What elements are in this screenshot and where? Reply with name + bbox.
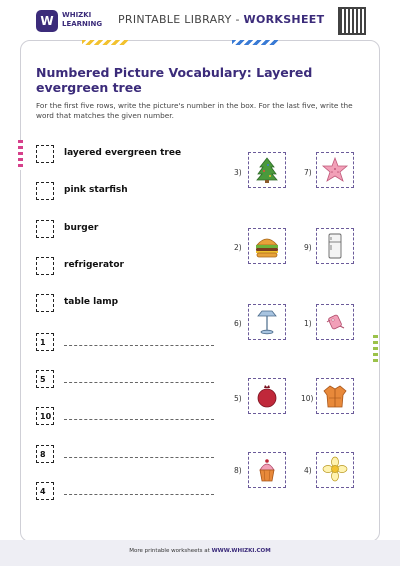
picture-label: 6) — [234, 319, 242, 328]
refrigerator-icon — [321, 232, 349, 260]
row-number: 10 — [40, 412, 52, 421]
decor-stripe — [232, 40, 278, 45]
brand-name — [62, 11, 102, 29]
burger-icon — [253, 232, 281, 260]
row-number: 1 — [40, 338, 46, 347]
evergreen-tree-icon — [253, 156, 281, 184]
word-row — [36, 182, 216, 202]
number-box — [36, 482, 54, 500]
picture-label: 7) — [304, 168, 312, 177]
word-label: layered evergreen tree — [64, 148, 182, 158]
library-title — [118, 13, 324, 26]
picture-label: 10) — [301, 394, 314, 403]
decor-side-stripe — [373, 335, 378, 365]
answer-line[interactable] — [64, 345, 214, 346]
answer-box[interactable] — [36, 294, 54, 312]
cupcake-icon — [253, 456, 281, 484]
picture-label: 9) — [304, 243, 312, 252]
answer-box[interactable] — [36, 182, 54, 200]
picture-frame — [248, 228, 286, 264]
picture-frame — [316, 378, 354, 414]
footer-text — [0, 548, 400, 554]
pink-robot-icon — [321, 308, 349, 336]
starfish-icon — [321, 156, 349, 184]
qr-code-icon — [338, 7, 366, 35]
word-row — [36, 294, 216, 314]
word-row — [36, 257, 216, 277]
daffodil-icon — [321, 456, 349, 484]
word-label: refrigerator — [64, 260, 124, 270]
number-row — [36, 407, 216, 427]
decor-side-stripe — [18, 140, 23, 170]
footer-prefix: More printable worksheets at — [129, 548, 212, 554]
number-box — [36, 407, 54, 425]
table-lamp-icon — [253, 308, 281, 336]
row-number: 4 — [40, 487, 46, 496]
word-label: pink starfish — [64, 185, 128, 195]
answer-box[interactable] — [36, 220, 54, 238]
picture-label: 3) — [234, 168, 242, 177]
worksheet-title: Numbered Picture Vocabulary: Layered evergreen tree — [36, 65, 313, 95]
picture-frame — [316, 228, 354, 264]
number-row — [36, 445, 216, 465]
word-row — [36, 145, 216, 165]
picture-frame — [248, 152, 286, 188]
picture-label: 8) — [234, 466, 242, 475]
picture-label: 5) — [234, 394, 242, 403]
header — [0, 0, 400, 40]
picture-frame — [316, 152, 354, 188]
picture-label: 1) — [304, 319, 312, 328]
decor-stripe — [82, 40, 128, 45]
pomegranate-icon — [253, 382, 281, 410]
answer-box[interactable] — [36, 145, 54, 163]
number-row — [36, 333, 216, 353]
brand-line2: LEARNING — [62, 20, 103, 28]
answer-box[interactable] — [36, 257, 54, 275]
number-row — [36, 370, 216, 390]
answer-line[interactable] — [64, 494, 214, 495]
word-label: burger — [64, 223, 99, 233]
answer-line[interactable] — [64, 419, 214, 420]
word-label: table lamp — [64, 297, 119, 307]
library-prefix: PRINTABLE LIBRARY - — [118, 13, 244, 26]
jacket-icon — [321, 382, 349, 410]
library-bold: WORKSHEET — [243, 13, 325, 26]
footer-site-link[interactable]: WWW.WHIZKI.COM — [211, 548, 271, 554]
brand-line1: WHIZKI — [62, 11, 92, 19]
picture-frame — [248, 378, 286, 414]
number-row — [36, 482, 216, 502]
number-box — [36, 445, 54, 463]
number-box — [36, 370, 54, 388]
picture-frame — [316, 304, 354, 340]
answer-line[interactable] — [64, 382, 214, 383]
picture-label: 2) — [234, 243, 242, 252]
row-number: 5 — [40, 375, 46, 384]
word-row — [36, 220, 216, 240]
whizki-logo: W — [36, 10, 58, 32]
picture-label: 4) — [304, 466, 312, 475]
picture-frame — [248, 304, 286, 340]
row-number: 8 — [40, 450, 46, 459]
picture-frame — [316, 452, 354, 488]
answer-line[interactable] — [64, 457, 214, 458]
picture-frame — [248, 452, 286, 488]
worksheet-instructions: For the first five rows, write the picture's number in the box. For the last five, write the word that matches the given number. — [36, 101, 353, 120]
number-box — [36, 333, 54, 351]
